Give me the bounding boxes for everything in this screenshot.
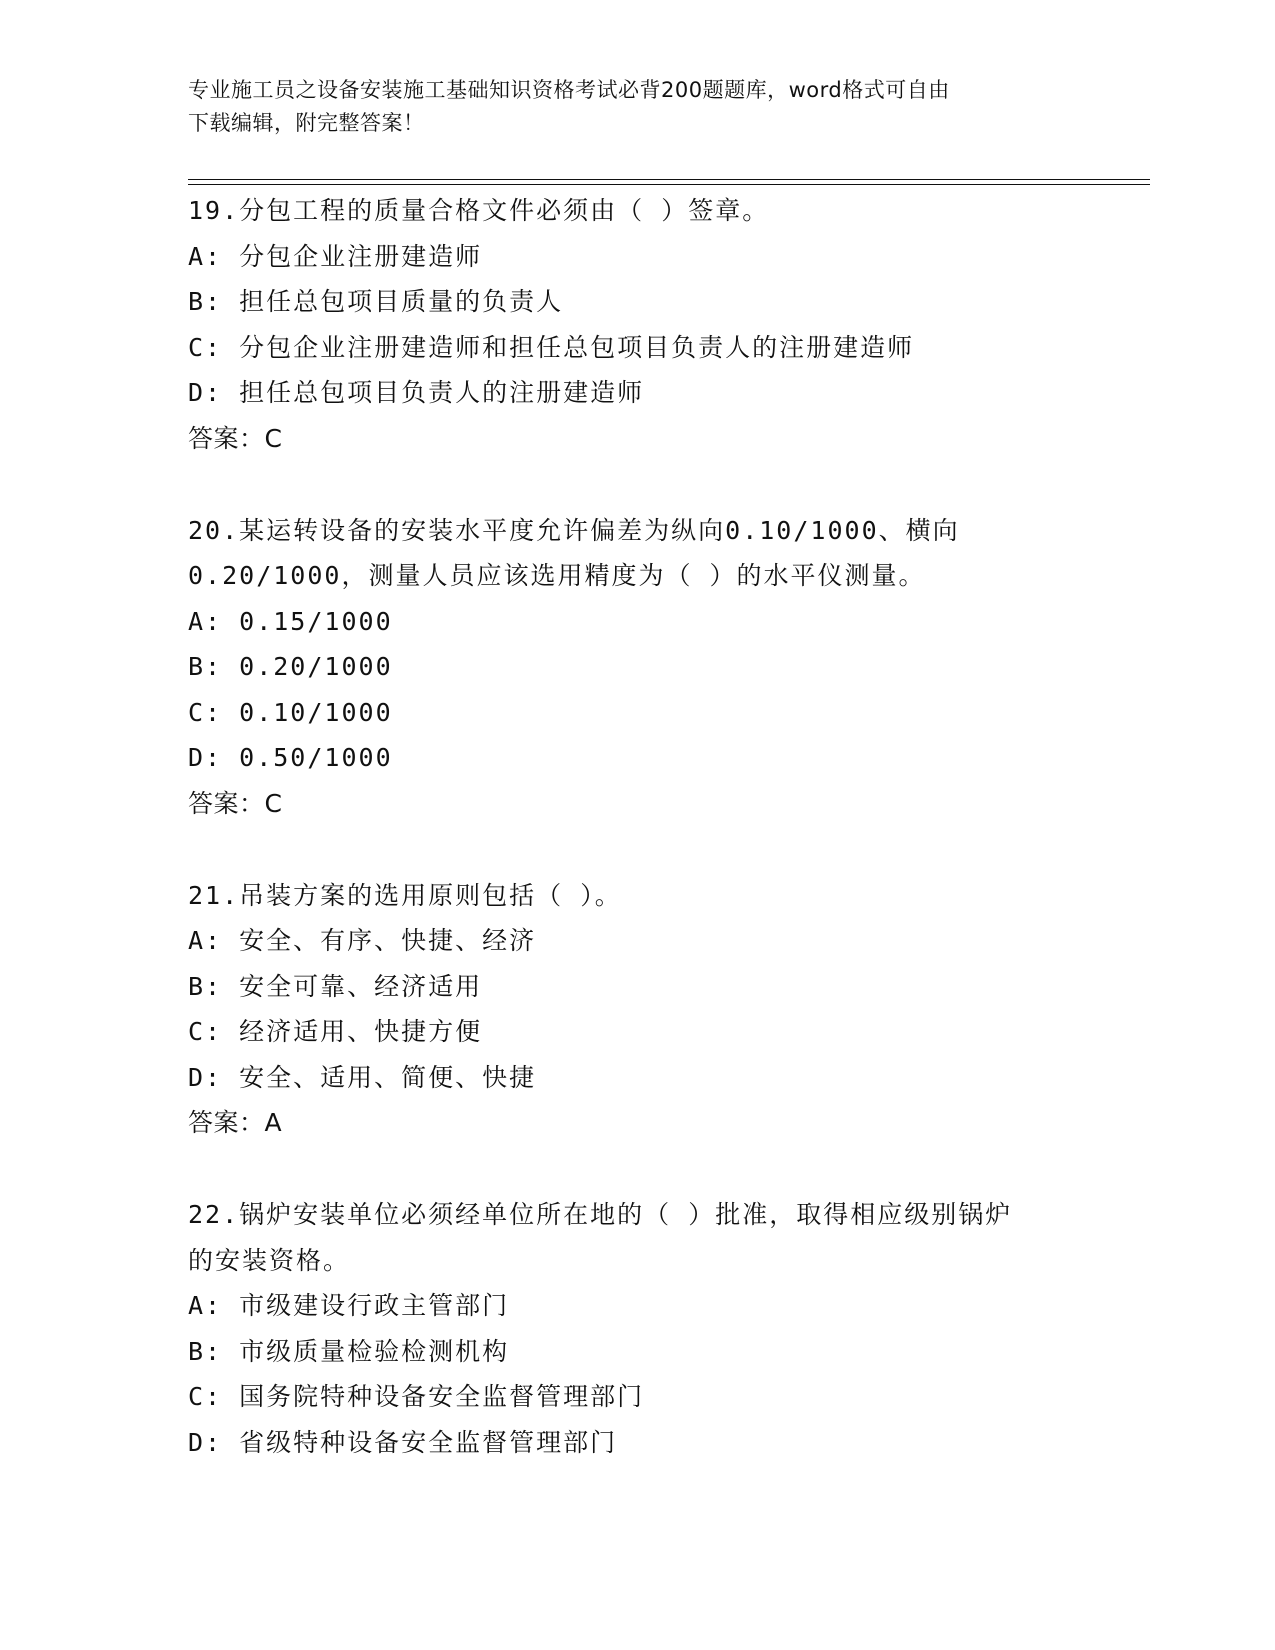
option-b: B: 市级质量检验检测机构 (188, 1336, 510, 1366)
option-a: A: 0.15/1000 (188, 606, 393, 636)
option-d: D: 担任总包项目负责人的注册建造师 (188, 378, 645, 407)
question-20 (188, 508, 1150, 827)
question-stem: 21.吊装方案的选用原则包括（ ）。 (188, 880, 622, 910)
option-d: D: 安全、适用、简便、快捷 (188, 1062, 537, 1092)
option-b: B: 0.20/1000 (188, 652, 393, 681)
answer-line: 答案：C (188, 788, 283, 818)
header-divider-top (188, 179, 1150, 180)
header-line-1: 专业施工员之设备安装施工基础知识资格考试必背200题题库，word格式可自由 (188, 78, 950, 102)
answer-line: 答案：C (188, 423, 283, 453)
question-list (188, 188, 1150, 1511)
option-a: A: 分包企业注册建造师 (188, 241, 483, 271)
header-divider-bottom (188, 184, 1150, 185)
option-d: D: 0.50/1000 (188, 743, 393, 772)
question-19 (188, 188, 1150, 462)
question-stem: 20.某运转设备的安装水平度允许偏差为纵向0.10/1000、横向 (188, 515, 960, 545)
option-a: A: 安全、有序、快捷、经济 (188, 926, 537, 955)
question-22 (188, 1192, 1150, 1465)
option-b: B: 担任总包项目质量的负责人 (188, 287, 564, 316)
header-line-2: 下载编辑，附完整答案！ (188, 111, 425, 135)
question-21 (188, 873, 1150, 1147)
option-c: C: 国务院特种设备安全监督管理部门 (188, 1382, 645, 1411)
question-stem: 19.分包工程的质量合格文件必须由（ ）签章。 (188, 196, 770, 225)
option-b: B: 安全可靠、经济适用 (188, 971, 483, 1001)
option-c: C: 分包企业注册建造师和担任总包项目负责人的注册建造师 (188, 332, 915, 362)
option-c: C: 0.10/1000 (188, 697, 393, 727)
question-stem: 22.锅炉安装单位必须经单位所在地的（ ）批准，取得相应级别锅炉 (188, 1200, 1013, 1229)
document-header (188, 74, 1068, 140)
question-stem-continued: 0.20/1000，测量人员应该选用精度为（ ）的水平仪测量。 (188, 561, 926, 590)
option-c: C: 经济适用、快捷方便 (188, 1017, 483, 1046)
option-d: D: 省级特种设备安全监督管理部门 (188, 1427, 618, 1457)
answer-line: 答案：A (188, 1108, 283, 1137)
question-stem-continued: 的安装资格。 (188, 1245, 351, 1275)
option-a: A: 市级建设行政主管部门 (188, 1291, 510, 1320)
